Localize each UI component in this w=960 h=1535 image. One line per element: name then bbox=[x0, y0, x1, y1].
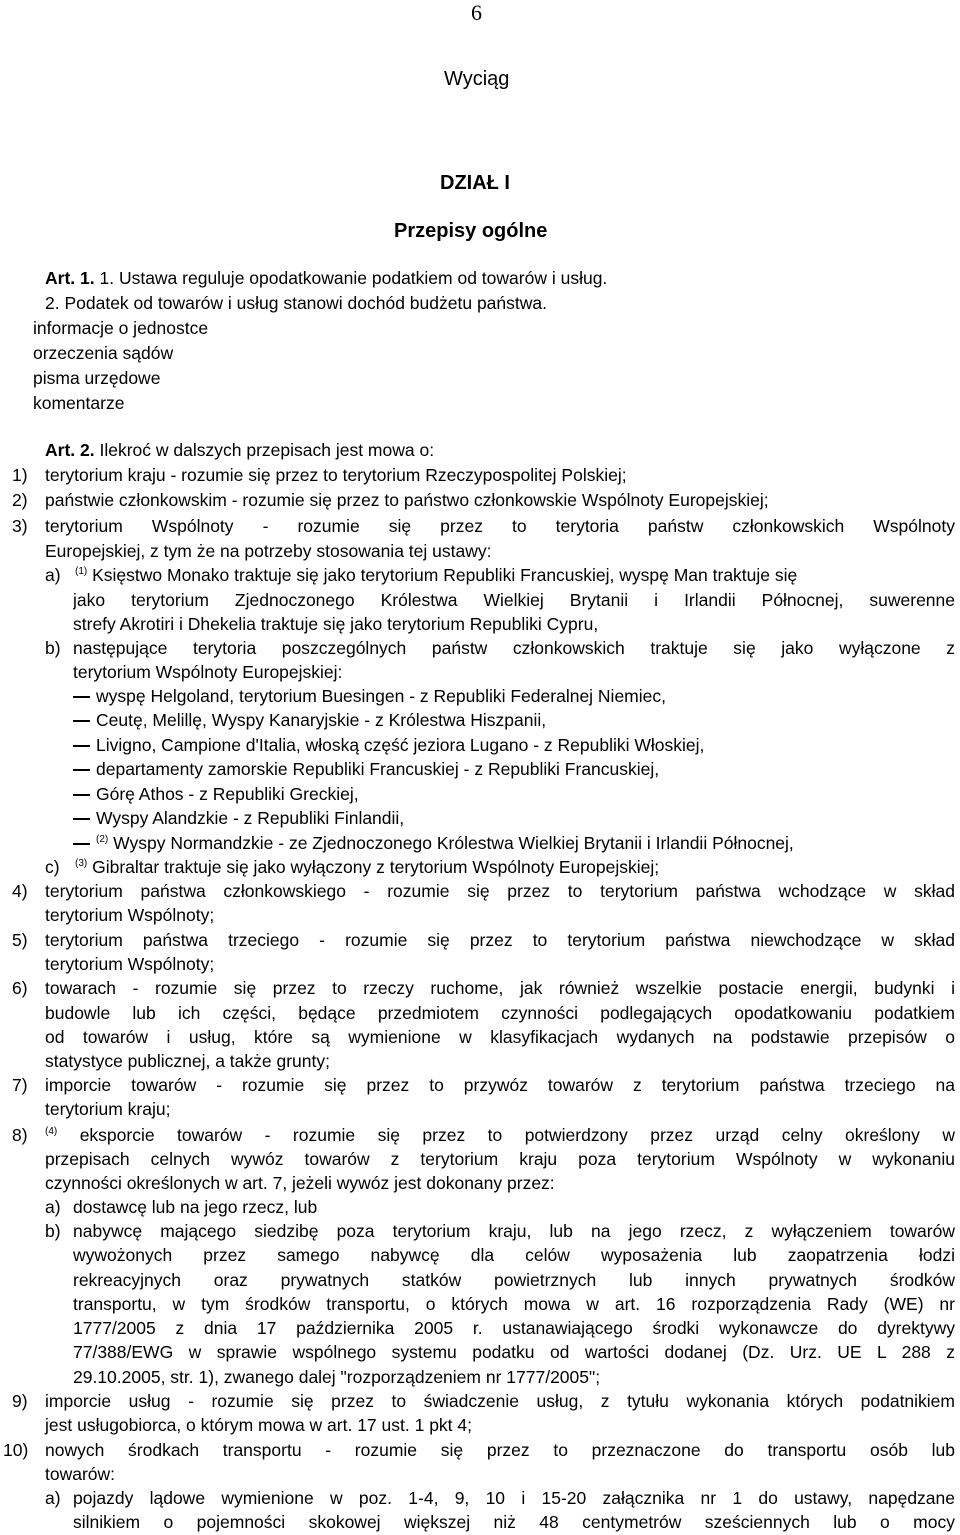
item-3-line-1: terytorium Wspólnoty - rozumie się przez to terytoria państw członkowskich Wspólnoty bbox=[45, 516, 955, 536]
subitem-3b-line-1: następujące terytoria poszczególnych państw członkowskich traktuje się jako wyłączone z bbox=[73, 638, 955, 658]
dash-bullet bbox=[73, 720, 90, 722]
item-4-line-1: terytorium państwa członkowskiego - rozumie się przez to terytorium państwa wchodzące w skład bbox=[45, 881, 955, 901]
dash-bullet bbox=[73, 843, 90, 845]
subitem-8b-line-1: nabywcę mającego siedzibę poza terytorium kraju, lub na jego rzecz, z wyłączeniem towarów bbox=[73, 1221, 955, 1241]
item-6-line-4: statystyce publicznej, a także grunty; bbox=[45, 1051, 330, 1071]
item-number: 4) bbox=[12, 881, 28, 901]
item-number: 8) bbox=[12, 1125, 28, 1145]
item-6-line-1: towarach - rozumie się przez to rzeczy ruchome, jak również wszelkie postacie energii, budynki i bbox=[45, 978, 955, 998]
item-7-line-1: imporcie towarów - rozumie się przez to przywóz towarów z terytorium państwa trzeciego na bbox=[45, 1075, 955, 1095]
subitem-letter: a) bbox=[45, 565, 61, 585]
art2-intro: Ilekroć w dalszych przepisach jest mowa o: bbox=[99, 440, 435, 460]
art2-label: Art. 2. bbox=[45, 440, 95, 460]
item-9-line-1: imporcie usług - rozumie się przez to świadczenie usług, z tytułu wykonania których podatnikiem bbox=[45, 1391, 955, 1411]
art1-p1: 1. Ustawa reguluje opodatkowanie podatkiem od towarów i usług. bbox=[99, 268, 608, 288]
subitem-letter: a) bbox=[45, 1488, 61, 1508]
link-court-rulings[interactable]: orzeczenia sądów bbox=[33, 343, 174, 363]
item-9-line-2: jest usługobiorca, o którym mowa w art. 17 ust. 1 pkt 4; bbox=[45, 1415, 472, 1435]
link-official-letters[interactable]: pisma urzędowe bbox=[33, 368, 161, 388]
excluded-territory: wyspę Helgoland, terytorium Buesingen - z Republiki Federalnej Niemiec, bbox=[96, 686, 666, 706]
dash-bullet bbox=[73, 696, 90, 698]
subitem-8b-line-2: wywożonych przez samego nabywcę dla celów wyposażenia lub zaopatrzenia łodzi bbox=[73, 1245, 955, 1265]
item-number: 3) bbox=[12, 516, 28, 536]
subitem-letter: b) bbox=[45, 638, 61, 658]
item-5-line-2: terytorium Wspólnoty; bbox=[45, 954, 215, 974]
item-7-line-2: terytorium kraju; bbox=[45, 1099, 171, 1119]
excluded-territory: Livigno, Campione d'Italia, włoską część jeziora Lugano - z Republiki Włoskiej, bbox=[96, 735, 705, 755]
art2-intro-line bbox=[45, 440, 434, 461]
dash-bullet bbox=[73, 818, 90, 820]
dash-bullet bbox=[73, 745, 90, 747]
excluded-territory: Górę Athos - z Republiki Greckiej, bbox=[96, 784, 359, 804]
item-number: 9) bbox=[12, 1391, 28, 1411]
excluded-territory: $^{(2)}$ Wyspy Normandzkie - ze Zjednoczonego Królestwa Wielkiej Brytanii i Irlandii Północnej, bbox=[96, 833, 794, 853]
art1-paragraph-1 bbox=[45, 268, 607, 289]
item-8-line-3: czynności określonych w art. 7, jeżeli wywóz jest dokonany przez: bbox=[45, 1173, 555, 1193]
subitem-letter: a) bbox=[45, 1197, 61, 1217]
excluded-territory: Wyspy Alandzkie - z Republiki Finlandii, bbox=[96, 808, 405, 828]
art1-label: Art. 1. bbox=[45, 268, 95, 288]
item-8-line-2: przepisach celnych wywóz towarów z terytorium kraju poza terytorium Wspólnoty w wykonaniu bbox=[45, 1149, 955, 1169]
excluded-territory: Ceutę, Melillę, Wyspy Kanaryjskie - z Królestwa Hiszpanii, bbox=[96, 710, 547, 730]
subitem-8b-line-7: 29.10.2005, str. 1), zwanego dalej "rozporządzeniem nr 1777/2005"; bbox=[73, 1367, 601, 1387]
item-5-line-1: terytorium państwa trzeciego - rozumie się przez to terytorium państwa niewchodzące w skład bbox=[45, 930, 955, 950]
section-title: Przepisy ogólne bbox=[394, 220, 548, 242]
subitem-8a-text: dostawcę lub na jego rzecz, lub bbox=[73, 1197, 318, 1217]
subitem-8b-line-4: transportu, w tym środków transportu, o których mowa w art. 16 rozporządzenia Rady (WE) nr bbox=[73, 1294, 955, 1314]
item-number: 7) bbox=[12, 1075, 28, 1095]
item-8-line-1: $^{(4)}$ eksporcie towarów - rozumie się przez to potwierdzony przez urząd celny określony w bbox=[45, 1125, 955, 1145]
subitem-letter: c) bbox=[45, 857, 60, 877]
art1-p2: 2. Podatek od towarów i usług stanowi dochód budżetu państwa. bbox=[45, 293, 547, 313]
subitem-3c-text: $^{(3)}$ Gibraltar traktuje się jako wyłączony z terytorium Wspólnoty Europejskiej; bbox=[75, 857, 660, 877]
dash-bullet bbox=[73, 794, 90, 796]
footnote-ref: (4) bbox=[45, 1126, 58, 1137]
excluded-territory: departamenty zamorskie Republiki Francuskiej - z Republiki Francuskiej, bbox=[96, 759, 660, 779]
link-commentaries[interactable]: komentarze bbox=[33, 393, 125, 413]
division-title: DZIAŁ I bbox=[440, 172, 510, 194]
footnote-ref: (1) bbox=[75, 566, 88, 577]
subitem-3a-line-1: $^{(1)}$ Księstwo Monako traktuje się jako terytorium Republiki Francuskiej, wyspę Man traktuje się bbox=[75, 565, 798, 585]
page-number: 6 bbox=[471, 0, 482, 25]
item-number: 10) bbox=[3, 1440, 29, 1460]
item-6-line-3: od towarów i usług, które są wymienione w klasyfikacjach wydanych na podstawie przepisów o bbox=[45, 1027, 955, 1047]
item-10-line-1: nowych środkach transportu - rozumie się przez to przeznaczone do transportu osób lub bbox=[45, 1440, 955, 1460]
subitem-8b-line-6: 77/388/EWG w sprawie wspólnego systemu podatku od wartości dodanej (Dz. Urz. UE L 288 z bbox=[73, 1342, 955, 1362]
item-10-line-2: towarów: bbox=[45, 1464, 116, 1484]
extract-title: Wyciąg bbox=[444, 68, 510, 90]
footnote-ref: (2) bbox=[96, 834, 109, 845]
link-unit-info[interactable]: informacje o jednostce bbox=[33, 318, 209, 338]
subitem-3a-line-3: strefy Akrotiri i Dhekelia traktuje się jako terytorium Republiki Cypru, bbox=[73, 614, 599, 634]
subitem-8b-line-5: 1777/2005 z dnia 17 października 2005 r. ustanawiającego środki wykonawcze do dyrektywy bbox=[73, 1318, 955, 1338]
item-6-line-2: budowle lub ich części, będące przedmiotem czynności podlegających opodatkowaniu podatkiem bbox=[45, 1003, 955, 1023]
item-number: 6) bbox=[12, 978, 28, 998]
item-number: 5) bbox=[12, 930, 28, 950]
item-3-line-2: Europejskiej, z tym że na potrzeby stosowania tej ustawy: bbox=[45, 541, 492, 561]
item-2-text: państwie członkowskim - rozumie się przez to państwo członkowskie Wspólnoty Europejskiej; bbox=[45, 490, 769, 510]
subitem-3b-line-2: terytorium Wspólnoty Europejskiej: bbox=[73, 662, 343, 682]
subitem-10a-line-2: silnikiem o pojemności skokowej większej niż 48 centymetrów sześciennych lub o mocy bbox=[73, 1512, 955, 1532]
item-1-text: terytorium kraju - rozumie się przez to terytorium Rzeczypospolitej Polskiej; bbox=[45, 465, 627, 485]
item-4-line-2: terytorium Wspólnoty; bbox=[45, 905, 215, 925]
dash-bullet bbox=[73, 769, 90, 771]
subitem-letter: b) bbox=[45, 1221, 61, 1241]
subitem-3a-line-2: jako terytorium Zjednoczonego Królestwa Wielkiej Brytanii i Irlandii Północnej, suwerenne bbox=[73, 590, 955, 610]
subitem-10a-line-1: pojazdy lądowe wymienione w poz. 1-4, 9, 10 i 15-20 załącznika nr 1 do ustawy, napędzane bbox=[73, 1488, 955, 1508]
item-number: 2) bbox=[12, 490, 28, 510]
footnote-ref: (3) bbox=[75, 858, 88, 869]
item-number: 1) bbox=[12, 465, 28, 485]
subitem-8b-line-3: rekreacyjnych oraz prywatnych statków powietrznych lub innych prywatnych środków bbox=[73, 1270, 955, 1290]
